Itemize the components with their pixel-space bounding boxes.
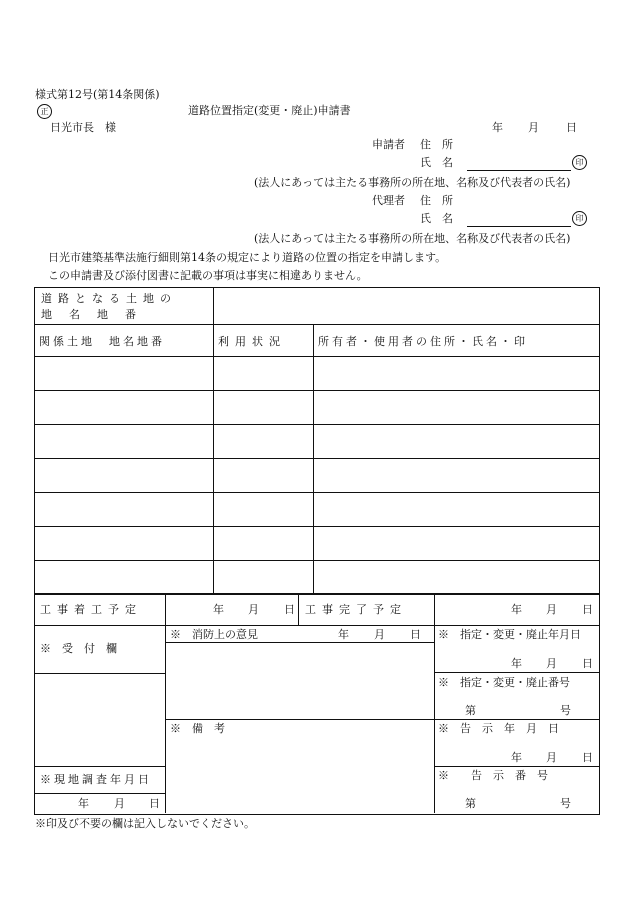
applicant-name-line: [467, 170, 571, 171]
divider: [434, 766, 599, 767]
fire-year[interactable]: 年: [338, 628, 349, 641]
header-row: [35, 325, 600, 357]
applicant-seal: 印: [572, 155, 587, 170]
agent-seal: 印: [572, 211, 587, 226]
agent-name-label: 氏 名: [420, 212, 453, 225]
survey-date-label: ※現地調査年月日: [40, 773, 152, 786]
fire-day[interactable]: 日: [410, 628, 421, 641]
land-cell[interactable]: [35, 527, 214, 561]
page-title: 道路位置指定(変更・廃止)申請書: [188, 104, 351, 117]
footer-note: ※印及び不要の欄は記入しないでください。: [35, 817, 255, 830]
remarks-label: ※ 備 考: [170, 722, 225, 735]
reception-label: ※ 受 付 欄: [40, 642, 117, 655]
end-month[interactable]: 月: [546, 603, 557, 616]
owner-cell[interactable]: [314, 425, 600, 459]
use-cell[interactable]: [214, 425, 314, 459]
desig-go: 号: [560, 704, 571, 717]
notice-dai: 第: [465, 797, 476, 810]
location-value[interactable]: [214, 288, 600, 325]
use-cell[interactable]: [214, 357, 314, 391]
location-row: [35, 288, 600, 325]
use-cell[interactable]: [214, 459, 314, 493]
date-day: 日: [566, 121, 577, 134]
designation-no-label: ※ 指定・変更・廃止番号: [438, 676, 570, 689]
end-day[interactable]: 日: [582, 603, 593, 616]
end-year[interactable]: 年: [511, 603, 522, 616]
owner-cell[interactable]: [314, 561, 600, 595]
divider: [298, 593, 299, 625]
divider: [434, 672, 599, 673]
owner-cell[interactable]: [314, 527, 600, 561]
end-label: 工事完了予定: [305, 603, 407, 616]
desig-year[interactable]: 年: [511, 657, 522, 670]
use-cell[interactable]: [214, 493, 314, 527]
col-use-header: 利用状況: [214, 325, 314, 357]
agent-name-line: [467, 226, 571, 227]
notice-go: 号: [560, 797, 571, 810]
desig-day[interactable]: 日: [582, 657, 593, 670]
land-cell[interactable]: [35, 493, 214, 527]
table-row: [35, 391, 600, 425]
seal-top: 正: [37, 104, 52, 119]
owner-cell[interactable]: [314, 391, 600, 425]
owner-cell[interactable]: [314, 459, 600, 493]
land-cell[interactable]: [35, 459, 214, 493]
divider: [34, 673, 165, 674]
start-day[interactable]: 日: [284, 603, 295, 616]
divider: [165, 642, 434, 643]
designation-date-label: ※ 指定・変更・廃止年月日: [438, 628, 581, 641]
divider: [34, 766, 165, 767]
survey-year[interactable]: 年: [78, 797, 89, 810]
table-row: [35, 561, 600, 595]
agent-address-label: 住 所: [420, 194, 453, 207]
applicant-role: 申請者: [372, 138, 405, 151]
table-row: [35, 527, 600, 561]
start-month[interactable]: 月: [248, 603, 259, 616]
notice-day[interactable]: 日: [582, 751, 593, 764]
date-month: 月: [528, 121, 539, 134]
table-row: [35, 357, 600, 391]
divider: [34, 625, 599, 626]
use-cell[interactable]: [214, 527, 314, 561]
fire-month[interactable]: 月: [374, 628, 385, 641]
owner-cell[interactable]: [314, 357, 600, 391]
table-row: [35, 493, 600, 527]
table-row: [35, 425, 600, 459]
divider: [434, 593, 435, 813]
notice-no-label: ※ 告 示 番 号: [438, 769, 548, 782]
divider: [165, 719, 599, 720]
divider: [34, 793, 165, 794]
land-cell[interactable]: [35, 561, 214, 595]
location-label-cell: [35, 288, 214, 325]
form-number: 様式第12号(第14条関係): [35, 88, 160, 101]
notice-month[interactable]: 月: [546, 751, 557, 764]
location-label-2: 地 名 地 番: [41, 308, 139, 321]
col-owner-header: 所有者・使用者の住所・氏名・印: [314, 325, 600, 357]
land-cell[interactable]: [35, 425, 214, 459]
body-text-2: この申請書及び添付図書に記載の事項は事実に相違ありません。: [48, 269, 368, 282]
notice-date-label: ※ 告 示 年 月 日: [438, 722, 559, 735]
notice-year[interactable]: 年: [511, 751, 522, 764]
addressee: 日光市長 様: [50, 121, 116, 134]
start-label: 工事着工予定: [40, 603, 142, 616]
applicant-note: (法人にあっては主たる事務所の所在地、名称及び代表者の氏名): [254, 176, 571, 189]
use-cell[interactable]: [214, 391, 314, 425]
land-cell[interactable]: [35, 391, 214, 425]
start-year[interactable]: 年: [213, 603, 224, 616]
fire-opinion-label: ※ 消防上の意見: [170, 628, 258, 641]
desig-dai: 第: [465, 704, 476, 717]
owner-cell[interactable]: [314, 493, 600, 527]
agent-note: (法人にあっては主たる事務所の所在地、名称及び代表者の氏名): [254, 232, 571, 245]
date-year: 年: [492, 121, 503, 134]
agent-role: 代理者: [372, 194, 405, 207]
land-table: [34, 287, 600, 595]
seal-mark-top: [37, 104, 52, 119]
applicant-address-label: 住 所: [420, 138, 453, 151]
location-label-1: 道路となる土地の: [41, 292, 177, 305]
table-row: [35, 459, 600, 493]
col-land-header: 関係土地 地名地番: [35, 325, 214, 357]
divider: [165, 593, 166, 813]
survey-month[interactable]: 月: [114, 797, 125, 810]
body-text-1: 日光市建築基準法施行細則第14条の規定により道路の位置の指定を申請します。: [48, 251, 447, 264]
use-cell[interactable]: [214, 561, 314, 595]
survey-day[interactable]: 日: [149, 797, 160, 810]
applicant-name-label: 氏 名: [420, 156, 453, 169]
desig-month[interactable]: 月: [546, 657, 557, 670]
land-cell[interactable]: [35, 357, 214, 391]
